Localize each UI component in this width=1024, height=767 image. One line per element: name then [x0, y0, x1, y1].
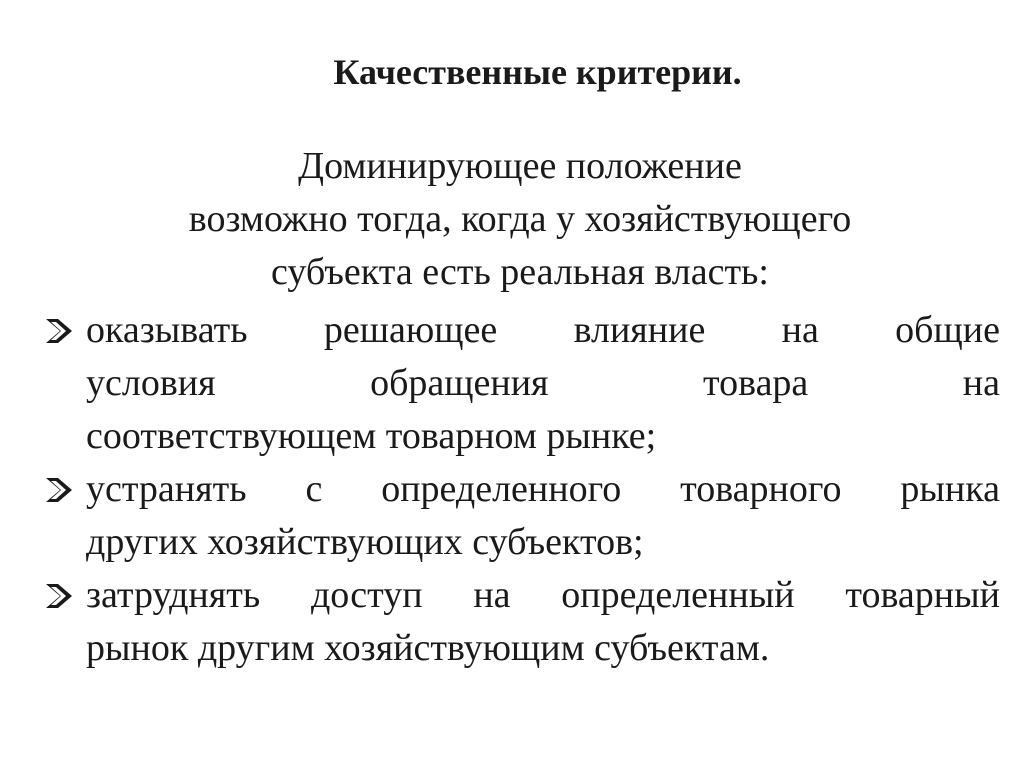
- bullet-word: с: [305, 468, 323, 510]
- criteria-list: [40, 304, 1000, 675]
- bullet-word: товара: [703, 362, 809, 404]
- list-item: [40, 569, 1000, 675]
- bullet-line: [86, 569, 1000, 622]
- bullet-word: условия: [86, 362, 216, 404]
- intro-text: [0, 140, 1024, 299]
- bullet-word: товарный: [845, 574, 1000, 616]
- bullet-line: [86, 622, 1000, 675]
- intro-line: возможно тогда, когда у хозяйствующего: [188, 198, 852, 240]
- bullet-word: оказывать: [86, 309, 248, 351]
- bullet-line: [86, 410, 1000, 463]
- bullet-word: рынок другим хозяйствующим субъектам.: [86, 627, 770, 669]
- bullet-word: на: [962, 362, 1000, 404]
- arrow-bullet-icon: [44, 463, 78, 516]
- bullet-line: [86, 463, 1000, 516]
- intro-line: Доминирующее положение: [298, 145, 742, 187]
- slide-title: Качественные критерии.: [333, 52, 742, 92]
- bullet-word: рынка: [900, 468, 1000, 510]
- bullet-word: других хозяйствующих субъектов;: [86, 521, 644, 563]
- list-item: [40, 304, 1000, 463]
- bullet-word: на: [781, 309, 819, 351]
- bullet-word: соответствующем товарном рынке;: [86, 415, 657, 457]
- bullet-word: товарного: [680, 468, 842, 510]
- bullet-line: [86, 304, 1000, 357]
- bullet-word: определенного: [381, 468, 622, 510]
- bullet-word: общие: [895, 309, 1000, 351]
- bullet-word: устранять: [86, 468, 247, 510]
- bullet-word: решающее: [323, 309, 498, 351]
- intro-line: субъекта есть реальная власть:: [271, 251, 769, 293]
- bullet-word: на: [473, 574, 511, 616]
- arrow-bullet-icon: [44, 304, 78, 357]
- bullet-line: [86, 516, 1000, 569]
- bullet-word: обращения: [370, 362, 549, 404]
- bullet-word: затруднять: [86, 574, 261, 616]
- arrow-bullet-icon: [44, 569, 78, 622]
- list-item: [40, 463, 1000, 569]
- bullet-word: определенный: [561, 574, 795, 616]
- bullet-word: влияние: [573, 309, 706, 351]
- bullet-line: [86, 357, 1000, 410]
- bullet-word: доступ: [310, 574, 423, 616]
